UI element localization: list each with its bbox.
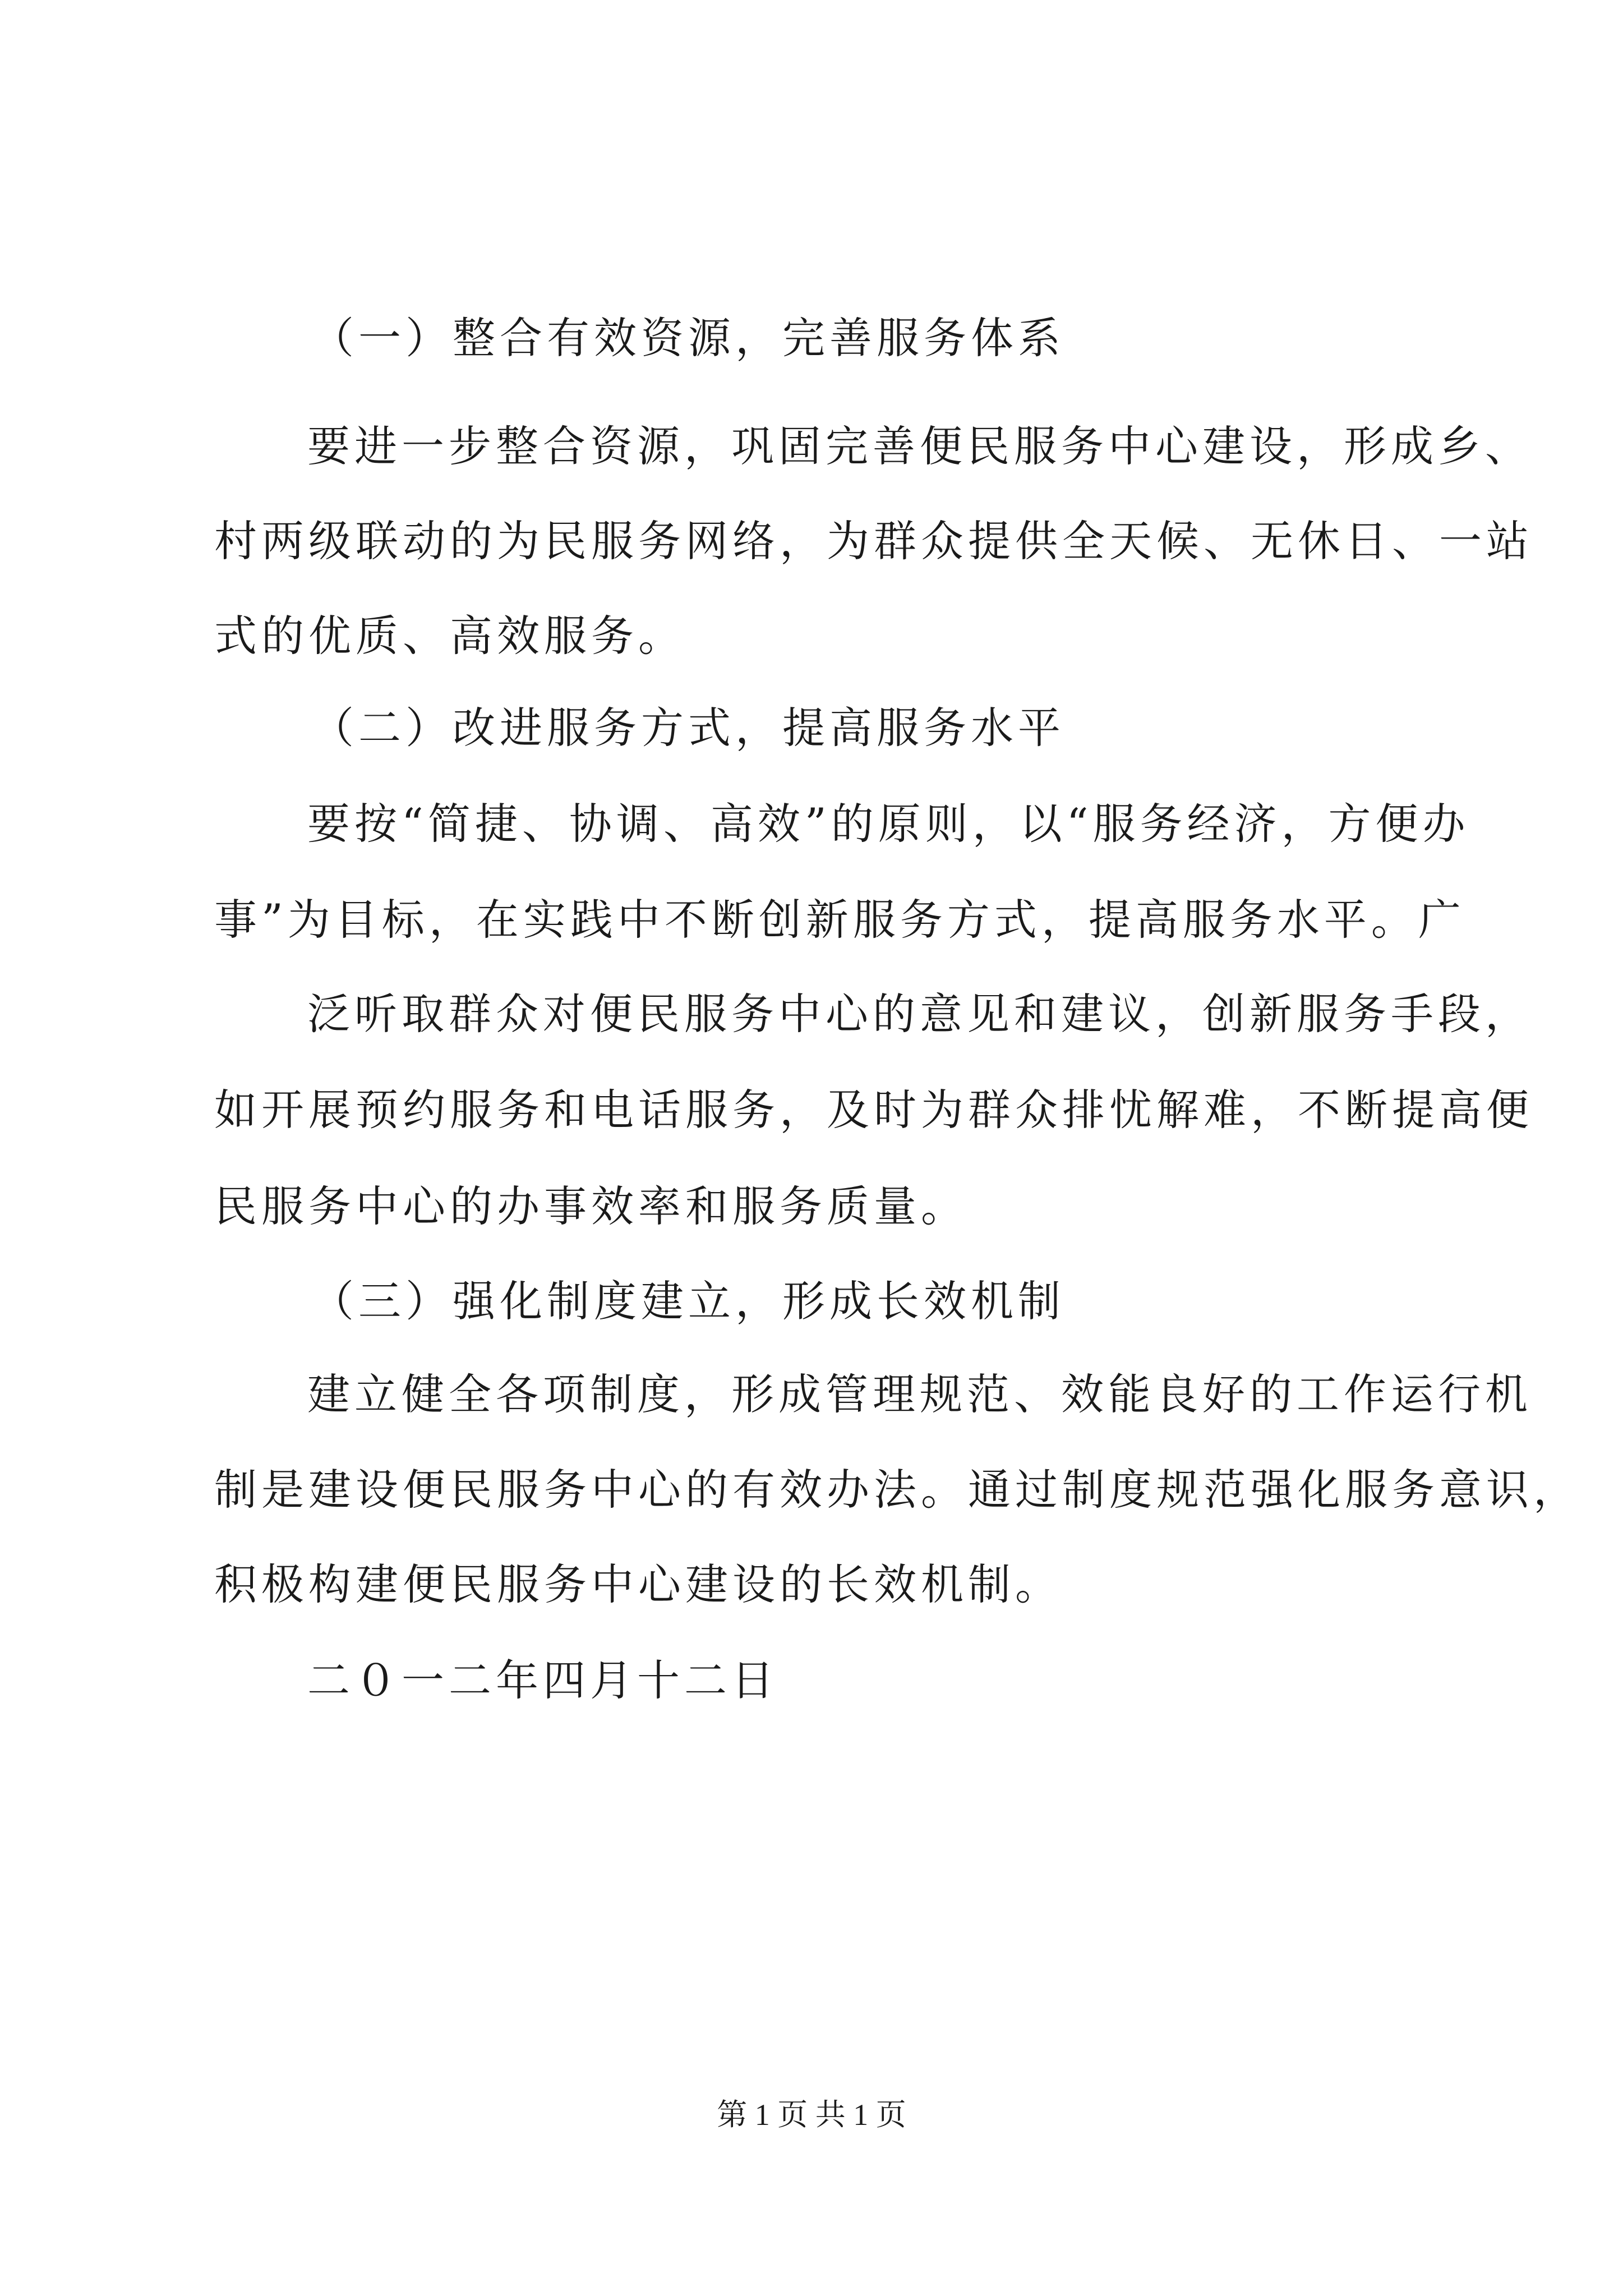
paragraph-line: 建立健全各项制度，形成管理规范、效能良好的工作运行机 [307, 1369, 1532, 1419]
document-date: 二０一二年四月十二日 [307, 1655, 778, 1705]
paragraph-line: 制是建设便民服务中心的有效办法。通过制度规范强化服务意识， [214, 1465, 1580, 1515]
paragraph-line: 泛听取群众对便民服务中心的意见和建议，创新服务手段， [307, 989, 1532, 1039]
section-heading-3: （三）强化制度建立，形成长效机制 [311, 1276, 1065, 1326]
page-footer: 第 1 页 共 1 页 [717, 2098, 906, 2132]
section-heading-2: （二）改进服务方式，提高服务水平 [311, 703, 1065, 753]
paragraph-line: 如开展预约服务和电话服务，及时为群众排忧解难，不断提高便 [214, 1085, 1533, 1135]
paragraph-line: 村两级联动的为民服务网络，为群众提供全天候、无休日、一站 [214, 516, 1533, 566]
paragraph-line: 积极构建便民服务中心建设的长效机制。 [214, 1559, 1062, 1609]
paragraph-line: 民服务中心的办事效率和服务质量。 [214, 1181, 968, 1231]
paragraph-line: 要按“简捷、协调、高效”的原则，以“服务经济，方便办 [307, 799, 1470, 849]
paragraph-line: 事”为目标，在实践中不断创新服务方式，提高服务水平。广 [214, 895, 1465, 945]
paragraph-line: 式的优质、高效服务。 [214, 611, 685, 661]
paragraph-line: 要进一步整合资源，巩固完善便民服务中心建设，形成乡、 [307, 421, 1532, 471]
section-heading-1: （一）整合有效资源，完善服务体系 [311, 313, 1065, 363]
